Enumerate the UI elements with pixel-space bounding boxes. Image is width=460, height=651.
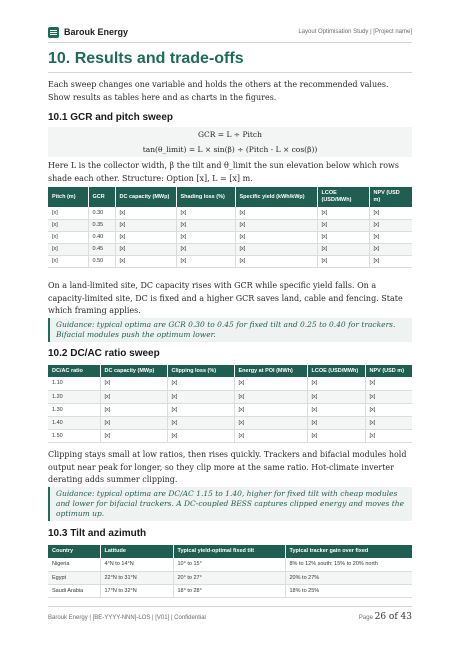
table-cell: [x] — [167, 377, 234, 390]
subsection-heading-gcr: 10.1 GCR and pitch sweep — [48, 112, 174, 123]
table-cell: [x] — [307, 403, 365, 416]
gcr-sweep-table — [48, 187, 412, 268]
header-divider — [48, 42, 412, 43]
table-cell: 1.10 — [48, 377, 100, 390]
table-cell: [x] — [48, 255, 88, 267]
brand-name: Barouk Energy — [64, 27, 129, 37]
table-row — [48, 558, 412, 571]
table-cell: [x] — [307, 390, 365, 403]
table-header-row — [48, 187, 412, 207]
table-cell: [x] — [176, 243, 235, 255]
formula-block — [48, 127, 412, 157]
table-cell: [x] — [317, 255, 369, 267]
table-row — [48, 584, 412, 597]
subsection-heading-tilt: 10.3 Tilt and azimuth — [48, 528, 147, 539]
table-cell: [x] — [115, 231, 176, 243]
column-header: Latitude — [100, 545, 173, 558]
table-cell: [x] — [115, 243, 176, 255]
table-cell: 0.50 — [88, 255, 115, 267]
table-cell: [x] — [176, 219, 235, 231]
table-cell: 0.35 — [88, 219, 115, 231]
table-cell: [x] — [369, 243, 412, 255]
column-header: Energy at POI (MWh) — [234, 365, 307, 377]
table-cell: [x] — [100, 377, 167, 390]
footer-document-ref: Barouk Energy | [BE-YYYY-NNN]-LOS | [V01] | Confidential — [48, 615, 206, 621]
table-cell: [x] — [234, 416, 307, 429]
table-cell: 1.30 — [48, 403, 100, 416]
table-cell: [x] — [234, 403, 307, 416]
column-header: Pitch (m) — [48, 187, 88, 207]
brand-logo-icon — [48, 27, 59, 38]
table-row — [48, 403, 412, 416]
table-row — [48, 231, 412, 243]
table-cell: 22°N to 31°N — [100, 571, 173, 584]
table-cell: [x] — [317, 207, 369, 219]
table-cell: 10° to 15° — [173, 558, 285, 571]
table-row — [48, 416, 412, 429]
table-cell: [x] — [317, 219, 369, 231]
page-number — [359, 612, 412, 622]
formula-gcr: GCR = L ÷ Pitch — [198, 130, 262, 139]
table-cell: [x] — [307, 416, 365, 429]
title-divider — [48, 72, 412, 73]
table-cell: 20% to 27% — [285, 571, 412, 584]
column-header: DC/AC ratio — [48, 365, 100, 377]
table-cell: [x] — [48, 219, 88, 231]
formula-explanation: Here L is the collector width, β the tilt and θ_limit the sun elevation below which rows shade each other. Structure: Option [x], L = [x] m. — [48, 161, 399, 183]
table-cell: [x] — [167, 403, 234, 416]
column-header: Country — [48, 545, 100, 558]
column-header: LCOE (USD/MWh) — [317, 187, 369, 207]
table-cell: [x] — [235, 255, 317, 267]
table-row — [48, 377, 412, 390]
subsection-heading-dcac: 10.2 DC/AC ratio sweep — [48, 348, 160, 359]
table-cell: [x] — [176, 231, 235, 243]
table-cell: 1.40 — [48, 416, 100, 429]
table-row — [48, 390, 412, 403]
table-row — [48, 219, 412, 231]
formula-shading-limit: tan(θ_limit) = L × sin(β) ÷ (Pitch - L × cos(β)) — [142, 145, 318, 154]
dcac-sweep-table — [48, 365, 412, 443]
table-cell: [x] — [48, 207, 88, 219]
table-cell: [x] — [100, 416, 167, 429]
table-cell: [x] — [176, 255, 235, 267]
table-cell: [x] — [167, 390, 234, 403]
table-cell: [x] — [235, 219, 317, 231]
table-cell: [x] — [176, 207, 235, 219]
table-cell: [x] — [235, 243, 317, 255]
page-count: 26 of 43 — [374, 612, 412, 622]
table-cell: [x] — [234, 377, 307, 390]
column-header: Typical yield-optimal fixed tilt — [173, 545, 285, 558]
page-footer — [48, 612, 412, 622]
column-header: NPV (USD m) — [365, 365, 412, 377]
footer-divider — [48, 606, 412, 607]
column-header: DC capacity (MWp) — [115, 187, 176, 207]
section-title: 10. Results and trade-offs — [48, 50, 244, 67]
table-cell: 4°N to 14°N — [100, 558, 173, 571]
table-cell: [x] — [365, 377, 412, 390]
column-header: LCOE (USD/MWh) — [307, 365, 365, 377]
column-header: NPV (USD m) — [369, 187, 412, 207]
table-cell: [x] — [115, 219, 176, 231]
table-cell: [x] — [365, 416, 412, 429]
table-header-row — [48, 545, 412, 558]
table-cell: 1.50 — [48, 429, 100, 442]
table-row — [48, 429, 412, 442]
column-header: Shading loss (%) — [176, 187, 235, 207]
table-row — [48, 207, 412, 219]
table-cell: 1.20 — [48, 390, 100, 403]
table-cell: 20° to 27° — [173, 571, 285, 584]
column-header: GCR — [88, 187, 115, 207]
table-cell: [x] — [167, 429, 234, 442]
table-cell: [x] — [167, 416, 234, 429]
table-row — [48, 255, 412, 267]
table-cell: [x] — [369, 207, 412, 219]
table-cell: [x] — [307, 377, 365, 390]
table-cell: Egypt — [48, 571, 100, 584]
gcr-guidance-callout: Guidance: typical optima are GCR 0.30 to 0.45 for fixed tilt and 0.25 to 0.40 for trackers. Bifacial modules push the optimum lower. — [48, 318, 412, 342]
table-cell: Saudi Arabia — [48, 584, 100, 597]
table-cell: [x] — [100, 429, 167, 442]
table-cell: 18% to 25% — [285, 584, 412, 597]
column-header: Typical tracker gain over fixed — [285, 545, 412, 558]
gcr-discussion: On a land-limited site, DC capacity rises with GCR while specific yield falls. On a capacity-limited site, DC is fixed and a higher GCR saves land, cable and fencing. State which framing applies. — [48, 281, 403, 315]
brand — [48, 27, 128, 38]
table-header-row — [48, 365, 412, 377]
table-cell: [x] — [235, 207, 317, 219]
table-cell: [x] — [365, 403, 412, 416]
table-row — [48, 571, 412, 584]
table-cell: [x] — [100, 403, 167, 416]
table-cell: [x] — [369, 255, 412, 267]
column-header: DC capacity (MWp) — [100, 365, 167, 377]
table-cell: [x] — [234, 429, 307, 442]
dcac-guidance-callout: Guidance: typical optima are DC/AC 1.15 to 1.40, higher for fixed tilt with cheap modules and lower for bifacial trackers. A DC-coupled BESS captures clipped energy and moves the optimum up. — [48, 487, 412, 521]
table-cell: 0.40 — [88, 231, 115, 243]
table-cell: 0.45 — [88, 243, 115, 255]
table-cell: 18° to 28° — [173, 584, 285, 597]
document-title: Layout Optimisation Study | [Project name] — [298, 29, 412, 35]
table-cell: [x] — [100, 390, 167, 403]
table-cell: [x] — [115, 207, 176, 219]
tilt-azimuth-table — [48, 545, 412, 598]
intro-paragraph: Each sweep changes one variable and holds the others at the recommended values. Show results as tables here and as charts in the figures. — [48, 80, 389, 102]
table-cell: Nigeria — [48, 558, 100, 571]
table-row — [48, 243, 412, 255]
table-cell: [x] — [115, 255, 176, 267]
table-cell: [x] — [365, 429, 412, 442]
table-cell: [x] — [48, 231, 88, 243]
table-cell: [x] — [317, 231, 369, 243]
dcac-discussion: Clipping stays small at low ratios, then rises quickly. Trackers and bifacial modules hold output near peak for longer, so they clip more at the same ratio. Hot-climate inverter derating adds summer clipping. — [48, 450, 407, 484]
table-cell: [x] — [234, 390, 307, 403]
table-cell: [x] — [235, 231, 317, 243]
table-cell: 8% to 12% south; 15% to 20% north — [285, 558, 412, 571]
page-header — [48, 24, 412, 40]
table-cell: [x] — [317, 243, 369, 255]
table-cell: 17°N to 32°N — [100, 584, 173, 597]
page-label: Page — [358, 615, 373, 621]
table-cell: [x] — [307, 429, 365, 442]
table-cell: [x] — [365, 390, 412, 403]
table-cell: [x] — [369, 219, 412, 231]
table-cell: [x] — [369, 231, 412, 243]
column-header: Specific yield (kWh/kWp) — [235, 187, 317, 207]
table-cell: [x] — [48, 243, 88, 255]
table-cell: 0.30 — [88, 207, 115, 219]
column-header: Clipping loss (%) — [167, 365, 234, 377]
